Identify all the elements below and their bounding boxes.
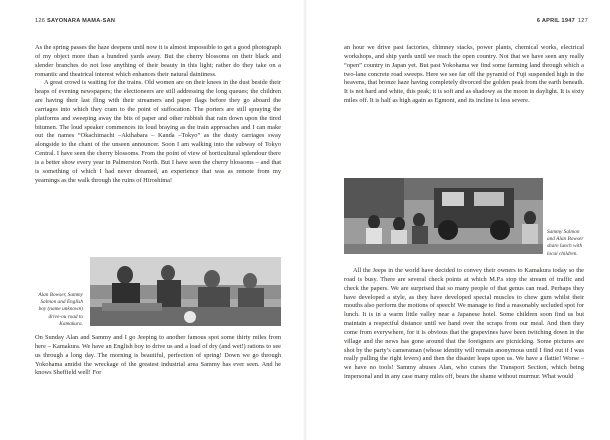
photo-jeep-with-children [344, 178, 543, 254]
left-text-top [35, 44, 281, 186]
right-text-top [344, 44, 584, 106]
left-text-bottom [35, 334, 281, 378]
paragraph: All the Jeeps in the world have decided to convey their owners to Kamakura today so the road is busy. There are several check points at which M.P.s stop the stream of traffic and check the papers. We are surprised that so many people of that genus can read. Perhaps they have developed a style, as they have developed special muscles to chew gum whilst their mouths also perform the motions of speech! We manage to find a reasonably secluded spot for lunch. It is in a warm little valley near a Japanese hotel. Some children soon find us but maintain a respectful distance until we hand over the scraps from our meal. And then they come from everywhere, for it is obvious that the grapevines have been twitching down in the village and the news has gone around that the foreigners are picnicking. Some pictures are shot by the party’s cameraman (whose identity will remain anonymous until I find out if I was really pulling the right levers) and then the disaster leaps upon us. We have a flattie! Worse – we have no tools! Sammy abuses Alan, who curses the Transport Section, which being impersonal and in any case many miles off, bears the shame without murmur. What would [344, 267, 584, 381]
paragraph: On Sunday Alan and Sammy and I go Jeeping to another famous spot some thirty miles from here – Kamakura. We have an English boy to drive us and a load of dry (and wet!) rations to see us through a long day. The morning is beautiful, perfection of spring! Down we go through Yokohama amidst the wreckage of the greatest industrial area Sammy has ever seen. And he knows Sheffield well! For [35, 334, 281, 377]
paragraph: As the spring passes the haze deepens until now it is almost impossible to get a good photograph of my object more than a hundred yards away. But the cherry blossoms on their black and slender branches do not lose anything of their beauty in this light; rather do they take on a romantic and theatrical interest which enhances their natural daintiness. [35, 44, 281, 78]
photo-men-in-jeep-image [90, 257, 281, 326]
running-date: 6 APRIL 1947 [536, 18, 575, 24]
left-page-number: 126 [35, 18, 46, 24]
left-photo-caption: Alan Bowser, Sammy Salmon and English boy (name unknown) drive-ou road to Kamakura. [38, 292, 83, 327]
right-text-bottom [344, 267, 584, 382]
running-title: SAYONARA MAMA-SAN [47, 18, 116, 24]
right-page-number: 127 [577, 18, 588, 24]
paragraph: an hour we drive past factories, chimney stacks, power plants, chemical works, electrical workshops, and ship yards until we reach the open country. Not that we have seen any really “open” country in Japan yet. But past Yokohama we find some farming land through which a two-lane concrete road sweeps. Here we see far off the pyramid of Fuji suspended high in the heavens, that bronze haze having completely divorced the golden peak from the earth beneath. It is not hard and white, this peak; it is soft and as shadowy as the moon in daylight. It is sixty miles off. It is half as high again as Egmont, and its incline is less severe. [344, 44, 584, 105]
photo-jeep-with-children-image [344, 178, 543, 254]
photo-men-in-jeep [90, 257, 281, 326]
paragraph: A great crowd is waiting for the trains. Old women are on their knees in the dust beside their heaps of evening newspapers; the electioneers are still addressing the long queues; the children are having their last fling with their streamers and paper flags before they go aboard the carriages into which they cram to the point of suffocation. The porters are still spraying the platforms and sweeping away the bits of paper and other rubbish that rain down upon the tired bitumen. The loud speaker commences its loud braying as the train approaches and I can make out the names “Okachimachi –Akihabara – Kanda –Tokyo” as the dusty carriages sway alongside to the chant of the unseen announcer. Soon I am walking into the subway of Tokyo Central. I have seen the cherry blossoms. From the point of view of horticultural splendour there is a better show every year in Palmerston North. But I have seen the cherry blossoms – and that is something of which I had never dreamed, an experience that was as remote from my yearnings as the walk through the ruins of Hiroshima! [35, 79, 281, 184]
right-photo-caption: Sammy Salmon and Alan Bowser share lunch with local children. [547, 229, 584, 257]
